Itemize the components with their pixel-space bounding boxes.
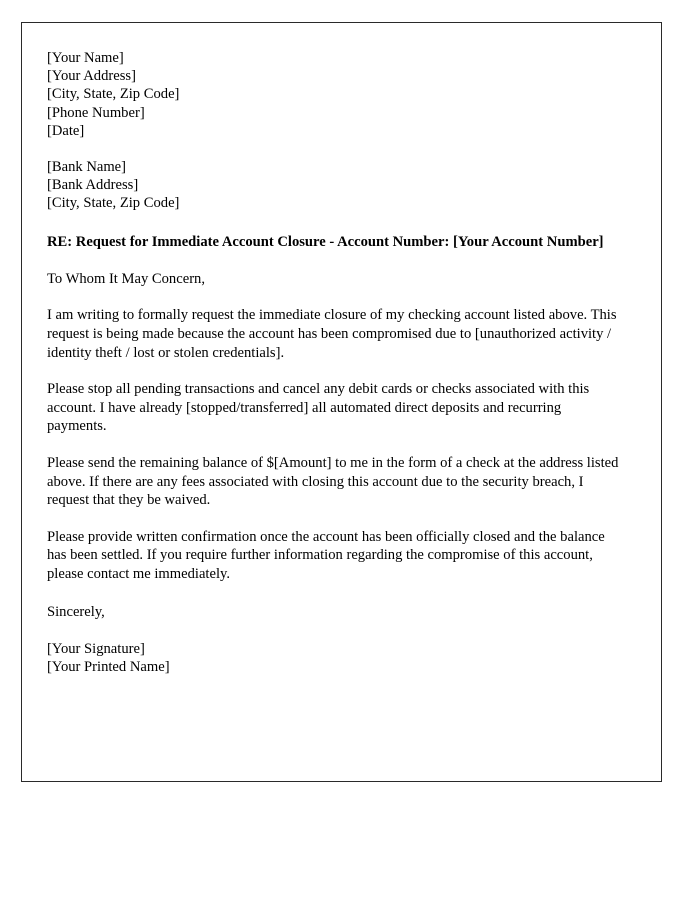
letter-content bbox=[47, 49, 622, 676]
body-paragraph-3: Please send the remaining balance of $[Amount] to me in the form of a check at the address listed above. If there are any fees associated with closing this account due to the security breach, I request that they be waived. bbox=[47, 454, 619, 509]
sender-address-block bbox=[47, 49, 622, 140]
address-block-spacer bbox=[47, 140, 622, 158]
recipient-address-block bbox=[47, 158, 622, 213]
sender-street: [Your Address] bbox=[47, 68, 136, 85]
signature-block bbox=[47, 640, 622, 676]
body-paragraph-2: Please stop all pending transactions and cancel any debit cards or checks associated with this account. I have already [stopped/transferred] all automated direct deposits and recurring payments. bbox=[47, 381, 590, 435]
sender-name: [Your Name] bbox=[47, 50, 124, 66]
signature-placeholder: [Your Signature] bbox=[47, 640, 145, 657]
sender-city-state-zip: [City, State, Zip Code] bbox=[47, 86, 180, 103]
closing-line: Sincerely, bbox=[47, 603, 105, 620]
sender-phone: [Phone Number] bbox=[47, 104, 145, 121]
letter-page-frame bbox=[21, 22, 662, 782]
recipient-city-state-zip: [City, State, Zip Code] bbox=[47, 195, 180, 212]
recipient-bank-name: [Bank Name] bbox=[47, 159, 127, 176]
recipient-bank-address: [Bank Address] bbox=[47, 177, 139, 194]
printed-name-placeholder: [Your Printed Name] bbox=[47, 658, 170, 675]
body-paragraph-4: Please provide written confirmation once the account has been officially closed and the balance has been settled. If you require further information regarding the compromise of this account, please contact me immediately. bbox=[47, 528, 605, 582]
letter-date: [Date] bbox=[47, 122, 85, 139]
body-paragraph-1: I am writing to formally request the immediate closure of my checking account listed above. This request is being made because the account has been compromised due to [unauthorized activity / identity theft / lost or stolen credentials]. bbox=[47, 307, 617, 361]
salutation: To Whom It May Concern, bbox=[47, 271, 205, 288]
subject-line: RE: Request for Immediate Account Closure - Account Number: [Your Account Number] bbox=[47, 233, 604, 250]
